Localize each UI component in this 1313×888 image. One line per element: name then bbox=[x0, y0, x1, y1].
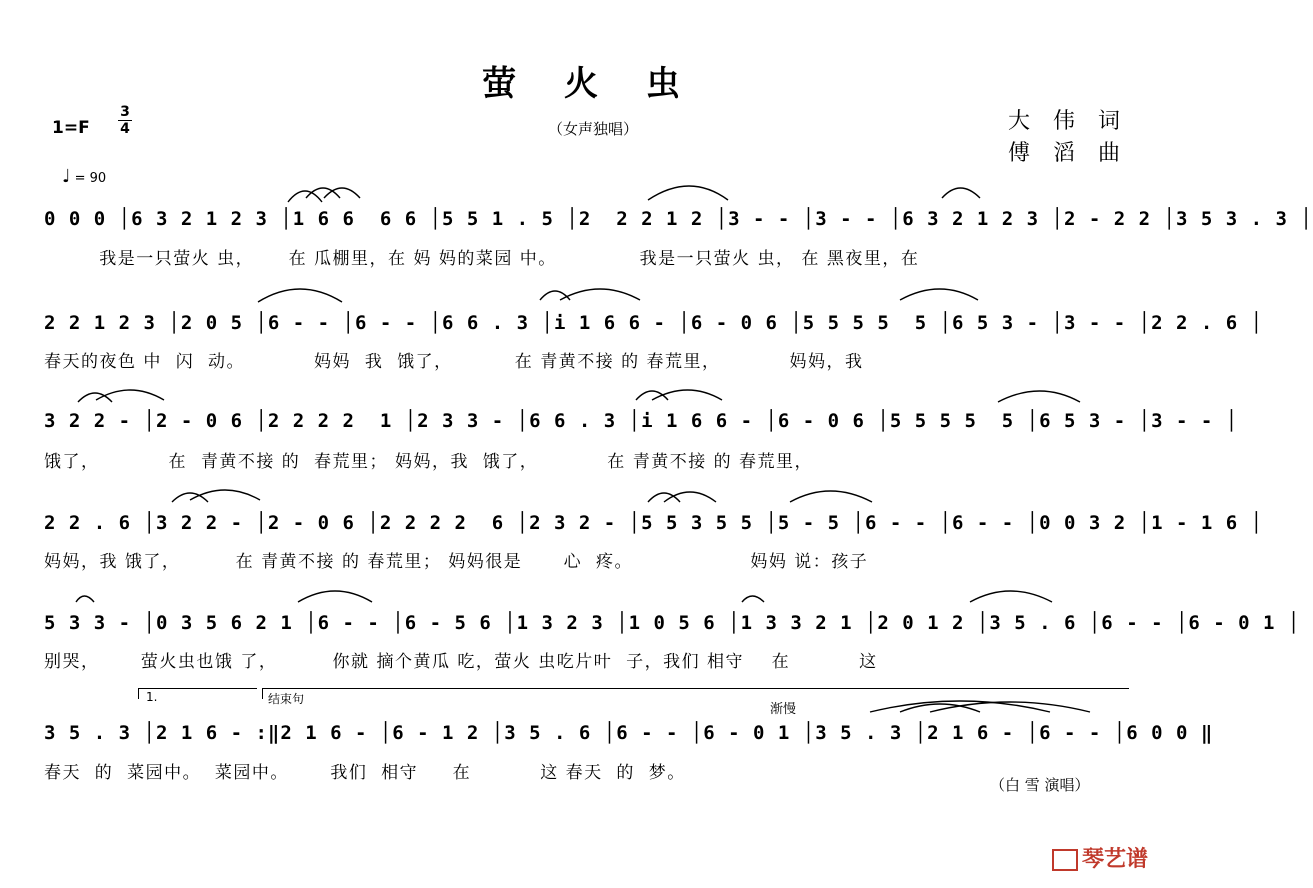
tempo-value: = 90 bbox=[74, 171, 107, 186]
lyrics-line-5: 别哭， 萤火虫也饿 了， 你就 摘个黄瓜 吃，萤火 虫吃片叶 子，我们 相守 在 这 bbox=[44, 652, 878, 672]
slur-arc bbox=[942, 188, 980, 198]
slur-arc bbox=[998, 391, 1080, 402]
notes-line-4: 2 2 . 6 │3 2 2 - │2 - 0 6 │2 2 2 2 6 │2 3 2 - │5 5 3 5 5 │5 - 5 │6 - - │6 - - │0 0 3 2 │1 - 1 6 │ bbox=[44, 512, 1264, 534]
lyrics-line-1: 我是一只萤火 虫， 在 瓜棚里，在 妈 妈的菜园 中。 我是一只萤火 虫， 在 黑夜里，在 bbox=[44, 249, 920, 269]
slur-arc bbox=[258, 289, 342, 302]
notes-line-3: 3 2 2 - │2 - 0 6 │2 2 2 2 1 │2 3 3 - │6 6 . 3 │i 1 6 6 - │6 - 0 6 │5 5 5 5 5 │6 5 3 - │3 - - │ bbox=[44, 410, 1239, 432]
time-top: 3 bbox=[120, 104, 130, 120]
lyrics-line-6: 春天 的 菜园中。 菜园中。 我们 相守 在 这 春天 的 梦。 bbox=[44, 763, 686, 783]
slur-arc bbox=[930, 702, 1090, 712]
slur-arc bbox=[190, 490, 260, 500]
slur-arc bbox=[560, 289, 640, 300]
subtitle: （女声独唱） bbox=[548, 120, 639, 138]
lyricist: 大 伟 词 bbox=[1008, 109, 1128, 134]
slur-arc bbox=[288, 191, 322, 202]
slur-arc bbox=[790, 491, 872, 502]
notes-line-6: 3 5 . 3 │2 1 6 - :‖2 1 6 - │6 - 1 2 │3 5 . 6 │6 - - │6 - 0 1 │3 5 . 3 │2 1 6 - │6 - - │6 0 0 ‖ bbox=[44, 722, 1214, 744]
slur-arc bbox=[648, 493, 680, 502]
notes-line-2: 2 2 1 2 3 │2 0 5 │6 - - │6 - - │6 6 . 3 │i 1 6 6 - │6 - 0 6 │5 5 5 5 5 │6 5 3 - │3 - - │2 2 . 6 │ bbox=[44, 312, 1264, 334]
notes-line-1: 0 0 0 │6 3 2 1 2 3 │1 6 6 6 6 │5 5 1 . 5 │2 2 2 1 2 │3 - - │3 - - │6 3 2 1 2 3 │2 - 2 2 │3 5 3 . 3 │ bbox=[44, 208, 1313, 230]
time-bottom: 4 bbox=[120, 121, 130, 137]
singer-credit: （白 雪 演唱） bbox=[990, 776, 1090, 794]
slur-arc bbox=[298, 591, 372, 602]
slur-arc bbox=[970, 591, 1052, 602]
expression-mark: 渐慢 bbox=[770, 702, 797, 717]
quarter-note-icon: ♩ bbox=[62, 166, 71, 187]
notes-line-5: 5 3 3 - │0 3 5 6 2 1 │6 - - │6 - 5 6 │1 3 2 3 │1 0 5 6 │1 3 3 2 1 │2 0 1 2 │3 5 . 6 │6 - - │6 - 0 1 │ bbox=[44, 612, 1301, 634]
slur-arc bbox=[652, 390, 722, 400]
song-title: 萤 火 虫 bbox=[482, 64, 698, 104]
watermark-text: 琴艺谱 bbox=[1082, 847, 1149, 872]
slur-arc bbox=[664, 492, 716, 502]
slur-arc bbox=[540, 291, 570, 300]
key-signature: 1=F bbox=[52, 118, 90, 138]
slur-arc bbox=[900, 289, 978, 300]
composer: 傅 滔 曲 bbox=[1008, 141, 1128, 166]
lyrics-line-3: 饿了， 在 青黄不接 的 春荒里； 妈妈，我 饿了， 在 青黄不接 的 春荒里， bbox=[44, 452, 814, 472]
lyrics-line-2: 春天的夜色 中 闪 动。 妈妈 我 饿了， 在 青黄不接 的 春荒里， 妈妈，我 bbox=[44, 352, 864, 372]
lyrics-line-4: 妈妈，我 饿了， 在 青黄不接 的 春荒里； 妈妈很是 心 疼。 妈妈 说：孩子 bbox=[44, 552, 869, 572]
slur-arc bbox=[742, 596, 764, 602]
volta-label-2: 结束句 bbox=[268, 692, 305, 706]
slur-arc bbox=[636, 391, 668, 400]
slur-arc bbox=[648, 186, 728, 200]
slur-arc bbox=[96, 390, 164, 400]
volta-label-1: 1. bbox=[146, 690, 158, 704]
slur-arc bbox=[76, 596, 94, 602]
